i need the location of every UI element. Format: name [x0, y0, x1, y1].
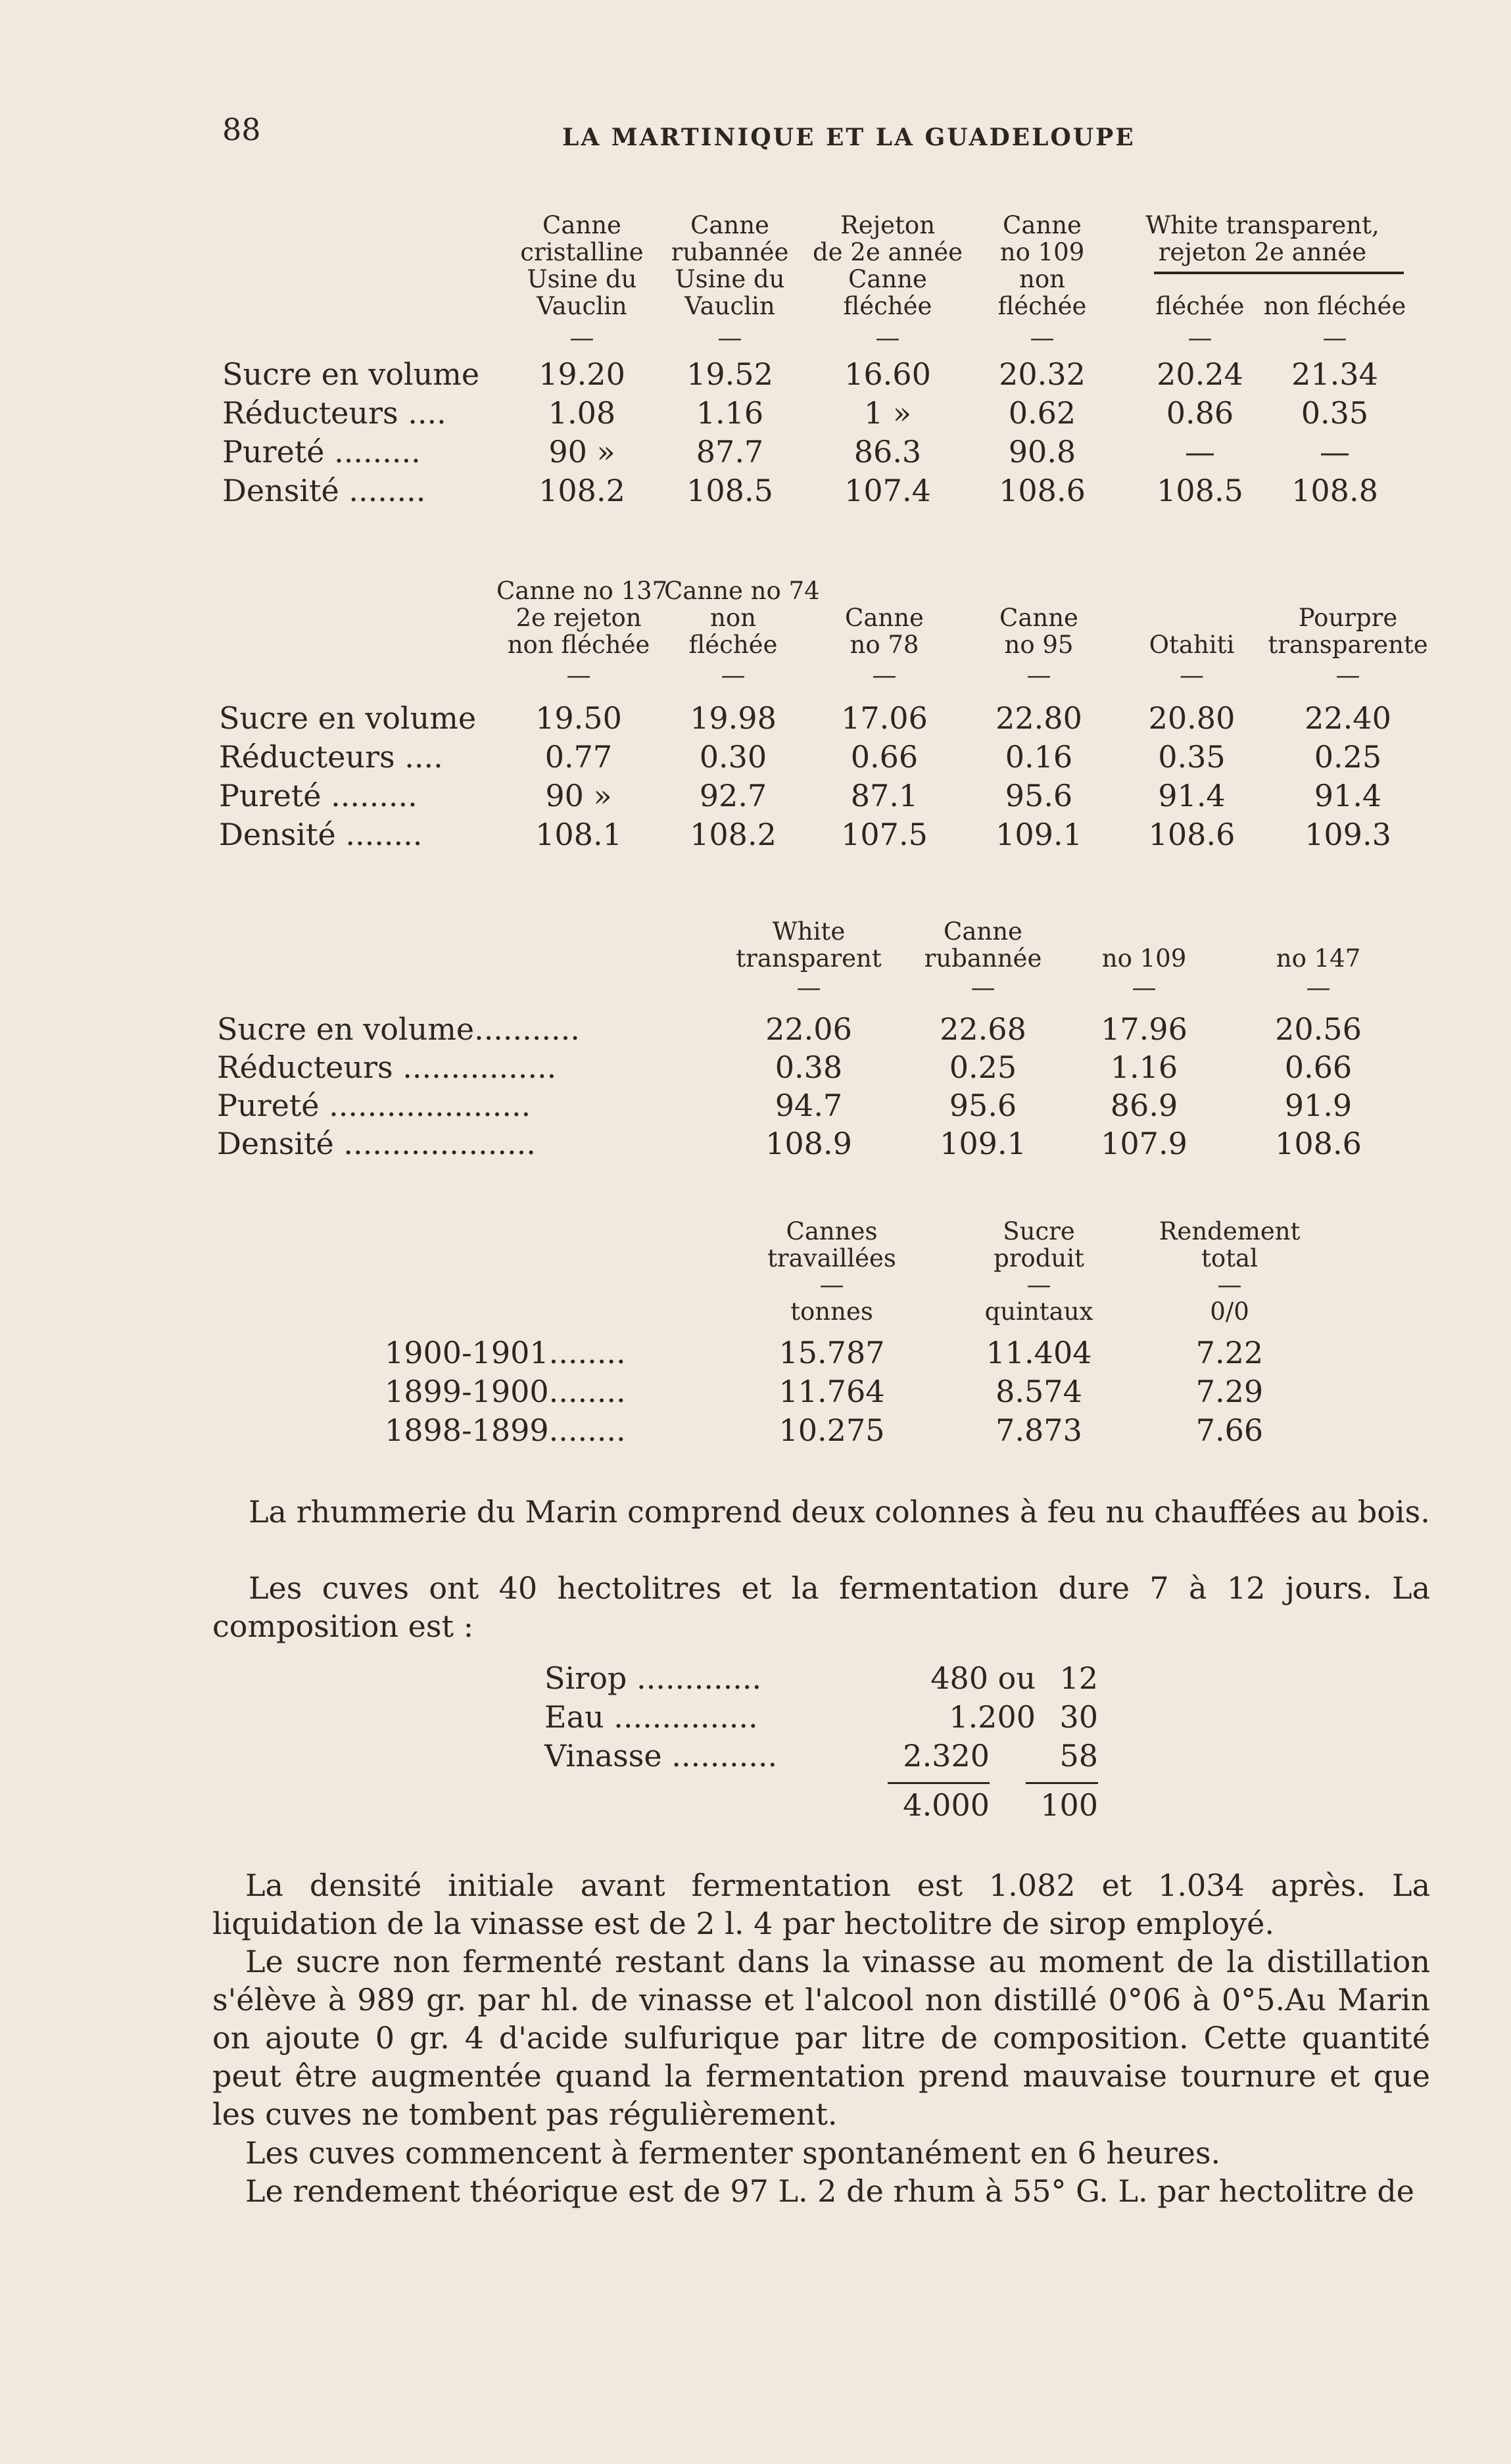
t3-col-header: Canne rubannée: [924, 917, 1042, 973]
t2-cell: 108.1: [535, 817, 622, 852]
composition-label: Eau ...............: [544, 1699, 758, 1735]
t3-cell: 109.1: [940, 1126, 1026, 1161]
t1-cell: 108.2: [539, 473, 625, 508]
t1-cell: 0.35: [1301, 395, 1369, 431]
t1-dash: —: [875, 324, 900, 352]
t1-col-header: Canne no 109 non fléchée: [997, 211, 1087, 320]
t2-dash: —: [872, 661, 897, 689]
t2-cell: 91.4: [1158, 778, 1226, 813]
t1-cell: 108.5: [686, 473, 773, 508]
t2-cell: 108.6: [1148, 817, 1235, 852]
t1-cell: —: [1185, 434, 1215, 470]
composition-label: Vinasse ...........: [544, 1738, 778, 1774]
t1-row-label: Sucre en volume: [222, 356, 480, 392]
t2-cell: 95.6: [1005, 778, 1073, 813]
t1-cell: 87.7: [696, 434, 764, 470]
running-title: LA MARTINIQUE ET LA GUADELOUPE: [562, 124, 1136, 151]
t1-col-header: Rejeton de 2e année Canne fléchée: [812, 211, 963, 320]
t4-cell: 10.275: [779, 1413, 885, 1448]
t1-cell: 19.52: [686, 356, 773, 392]
t4-cell: 7.29: [1195, 1374, 1264, 1409]
paragraph: Les cuves commencent à fermenter spontanément en 6 heures.: [245, 2135, 1221, 2171]
t1-cell: 90 »: [548, 434, 615, 470]
t4-dash: —: [1217, 1270, 1242, 1299]
t1-col-header: non fléchée: [1263, 292, 1406, 320]
t3-col-header: no 147: [1276, 944, 1361, 973]
t2-dash: —: [1180, 661, 1204, 689]
t4-cell: 7.22: [1195, 1335, 1264, 1370]
t3-cell: 17.96: [1101, 1011, 1187, 1047]
t3-cell: 22.68: [940, 1011, 1026, 1047]
t2-col-header: Canne no 78: [845, 604, 924, 659]
t3-row-label: Sucre en volume...........: [217, 1011, 580, 1047]
t2-col-header: Otahiti: [1149, 631, 1235, 659]
composition-total: 4.000: [903, 1787, 990, 1823]
t2-row-label: Réducteurs ....: [219, 739, 443, 775]
t2-cell: 0.77: [544, 739, 613, 775]
t3-dash: —: [1306, 973, 1331, 1002]
t4-cell: 7.66: [1195, 1413, 1264, 1448]
t1-cell: 21.34: [1291, 356, 1378, 392]
t3-cell: 91.9: [1284, 1088, 1353, 1123]
t1-cell: —: [1320, 434, 1350, 470]
t2-cell: 92.7: [699, 778, 767, 813]
t3-cell: 108.9: [765, 1126, 852, 1161]
t4-cell: 15.787: [779, 1335, 885, 1370]
paragraph: La rhummerie du Marin comprend deux colonnes à feu nu chauffées au bois.: [249, 1494, 1430, 1530]
t4-cell: 7.873: [995, 1413, 1082, 1448]
t3-cell: 86.9: [1110, 1088, 1178, 1123]
t2-col-header: Canne no 137 2e rejeton non fléchée: [496, 577, 668, 659]
t2-dash: —: [566, 661, 591, 689]
t1-cell: 1.08: [548, 395, 616, 431]
t2-cell: 22.40: [1305, 700, 1391, 736]
t2-cell: 0.16: [1005, 739, 1073, 775]
t2-cell: 0.66: [850, 739, 919, 775]
t3-cell: 94.7: [775, 1088, 843, 1123]
t2-cell: 17.06: [841, 700, 928, 736]
t4-row-label: 1899-1900........: [385, 1374, 626, 1409]
composition-value: 2.320: [903, 1738, 990, 1774]
t1-cell: 1 »: [863, 395, 912, 431]
t4-unit: tonnes: [790, 1297, 873, 1326]
t4-cell: 11.404: [986, 1335, 1092, 1370]
t4-unit: 0/0: [1210, 1297, 1249, 1326]
t4-col-header: Sucre produit: [994, 1217, 1084, 1272]
t3-dash: —: [971, 973, 995, 1002]
t1-cell: 0.62: [1008, 395, 1076, 431]
t3-cell: 95.6: [949, 1088, 1017, 1123]
paragraph: Le sucre non fermenté restant dans la vinasse au moment de la distillation s'élève à 989 gr. par hl. de vinasse et l'alcool non distillé 0°06 à 0°5.Au Marin on ajoute 0 gr. 4 d'acide sulfurique par litre de composition. Cette quantité peut être augmentée quand la fermentation prend mauvaise tournure et que les cuves ne tombent pas régulièrement.: [212, 1944, 1430, 2132]
t3-cell: 108.6: [1275, 1126, 1362, 1161]
t1-row-label: Pureté .........: [222, 434, 421, 470]
composition-percent: 58: [1059, 1738, 1098, 1774]
t1-dash: —: [1187, 324, 1212, 352]
t4-dash: —: [819, 1270, 844, 1299]
t3-cell: 20.56: [1275, 1011, 1362, 1047]
t2-cell: 109.1: [995, 817, 1082, 852]
t1-dash: —: [1322, 324, 1347, 352]
t1-cell: 108.5: [1157, 473, 1243, 508]
t1-row-label: Réducteurs ....: [222, 395, 446, 431]
t1-dash: —: [717, 324, 742, 352]
t4-cell: 8.574: [995, 1374, 1082, 1409]
composition-label: Sirop .............: [544, 1660, 762, 1696]
paragraph: La densité initiale avant fermentation est 1.082 et 1.034 après. La liquidation de la vinasse est de 2 l. 4 par hectolitre de sirop employé.: [212, 1868, 1430, 1941]
t1-group-brace: [1154, 272, 1404, 274]
t3-dash: —: [796, 973, 821, 1002]
t2-cell: 22.80: [995, 700, 1082, 736]
t1-cell: 0.86: [1166, 395, 1234, 431]
t3-row-label: Réducteurs ................: [217, 1050, 557, 1085]
t1-cell: 16.60: [844, 356, 931, 392]
t4-col-header: Cannes travaillées: [767, 1217, 896, 1272]
t1-cell: 86.3: [853, 434, 922, 470]
t4-dash: —: [1026, 1270, 1051, 1299]
t2-cell: 0.25: [1314, 739, 1382, 775]
t1-group-header: White transparent, rejeton 2e année: [1145, 211, 1379, 266]
t2-col-header: Pourpre transparente: [1268, 604, 1428, 659]
composition-value: 480 ou: [930, 1660, 1036, 1696]
t3-cell: 1.16: [1110, 1050, 1178, 1085]
t1-dash: —: [1030, 324, 1055, 352]
t1-row-label: Densité ........: [222, 473, 426, 508]
t3-cell: 0.38: [775, 1050, 843, 1085]
paragraph: Le rendement théorique est de 97 L. 2 de rhum à 55° G. L. par hectolitre de: [245, 2173, 1414, 2209]
t3-col-header: White transparent: [736, 917, 882, 973]
t2-row-label: Densité ........: [219, 817, 423, 852]
t4-row-label: 1898-1899........: [385, 1413, 626, 1448]
t2-dash: —: [1335, 661, 1360, 689]
t1-cell: 1.16: [696, 395, 764, 431]
t4-unit: quintaux: [984, 1297, 1093, 1326]
t2-cell: 19.50: [535, 700, 622, 736]
t4-col-header: Rendement total: [1159, 1217, 1301, 1272]
sum-rule: [1026, 1782, 1098, 1784]
t1-col-header: Canne cristalline Usine du Vauclin: [520, 211, 644, 320]
t2-cell: 20.80: [1148, 700, 1235, 736]
t3-cell: 0.25: [949, 1050, 1017, 1085]
t1-cell: 108.6: [999, 473, 1086, 508]
t3-cell: 22.06: [765, 1011, 852, 1047]
t1-cell: 20.32: [999, 356, 1086, 392]
sum-rule: [888, 1782, 990, 1784]
t2-col-header: Canne no 74 non fléchée: [664, 577, 820, 659]
paragraph: Les cuves ont 40 hectolitres et la fermentation dure 7 à 12 jours. La composition est :: [212, 1570, 1430, 1644]
t3-row-label: Densité ....................: [217, 1126, 536, 1161]
t2-cell: 90 »: [545, 778, 612, 813]
t2-dash: —: [1026, 661, 1051, 689]
t1-cell: 107.4: [844, 473, 931, 508]
composition-value: 1.200: [949, 1699, 1036, 1735]
t4-cell: 11.764: [779, 1374, 885, 1409]
page-number: 88: [222, 112, 261, 147]
t2-cell: 91.4: [1314, 778, 1382, 813]
t2-cell: 109.3: [1305, 817, 1391, 852]
t2-cell: 108.2: [690, 817, 777, 852]
t1-cell: 19.20: [539, 356, 625, 392]
composition-percent: 30: [1059, 1699, 1098, 1735]
t1-cell: 90.8: [1008, 434, 1076, 470]
t2-cell: 19.98: [690, 700, 777, 736]
t1-col-header: fléchée: [1155, 292, 1245, 320]
t3-dash: —: [1132, 973, 1157, 1002]
t3-row-label: Pureté .....................: [217, 1088, 531, 1123]
t3-cell: 0.66: [1284, 1050, 1353, 1085]
t2-cell: 0.35: [1158, 739, 1226, 775]
t1-cell: 108.8: [1291, 473, 1378, 508]
t2-cell: 87.1: [850, 778, 919, 813]
composition-percent: 12: [1059, 1660, 1098, 1696]
t2-cell: 0.30: [699, 739, 767, 775]
t2-dash: —: [721, 661, 746, 689]
composition-total-percent: 100: [1040, 1787, 1098, 1823]
t2-cell: 107.5: [841, 817, 928, 852]
t1-cell: 20.24: [1157, 356, 1243, 392]
t4-row-label: 1900-1901........: [385, 1335, 626, 1370]
t1-col-header: Canne rubannée Usine du Vauclin: [671, 211, 789, 320]
t2-col-header: Canne no 95: [999, 604, 1078, 659]
t2-row-label: Sucre en volume: [219, 700, 477, 736]
t3-col-header: no 109: [1101, 944, 1187, 973]
t2-row-label: Pureté .........: [219, 778, 418, 813]
t3-cell: 107.9: [1101, 1126, 1187, 1161]
t1-dash: —: [569, 324, 594, 352]
